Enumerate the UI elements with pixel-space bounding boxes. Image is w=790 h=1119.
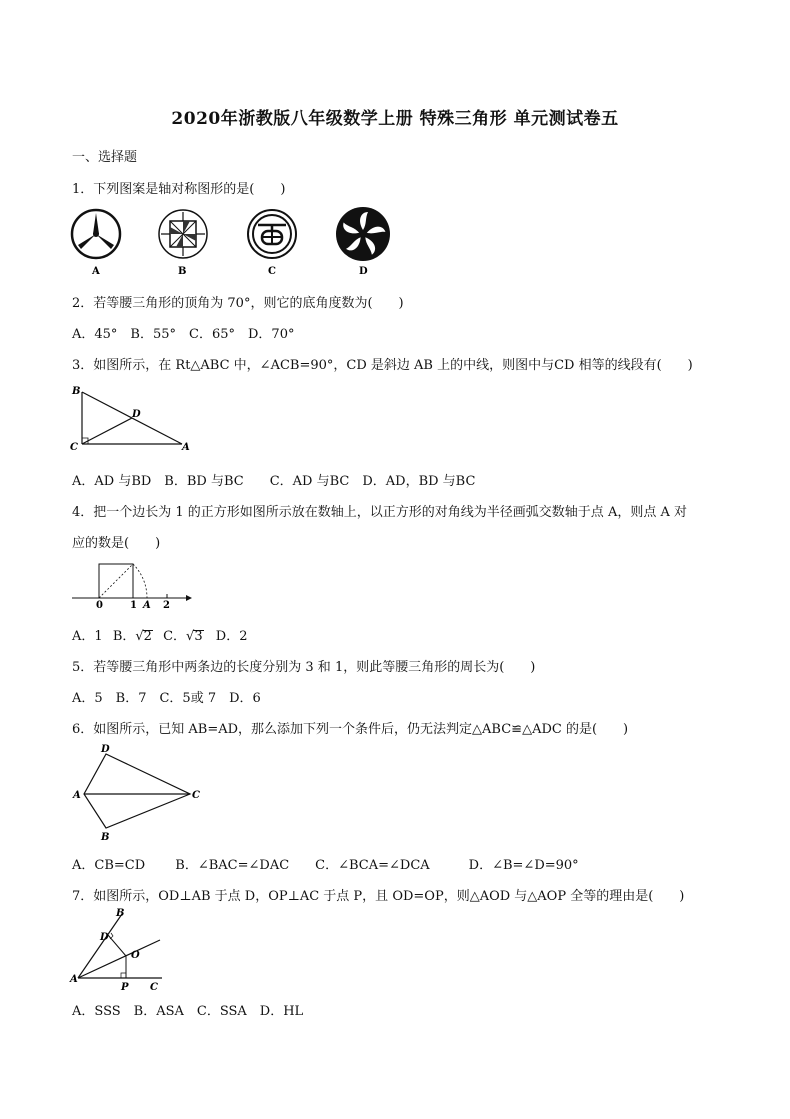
label-d: D	[100, 932, 109, 943]
question-6-figure	[68, 742, 208, 842]
question-4-text-line1: 4．把一个边长为 1 的正方形如图所示放在数轴上，以正方形的对角线为半径画弧交数轴于点 A，则点 A 对	[72, 505, 687, 520]
label-b: B	[116, 908, 125, 919]
label-a: A	[182, 442, 190, 453]
question-2-text: 2．若等腰三角形的顶角为 70°，则它的底角度数为( )	[72, 296, 404, 311]
label-a: A	[70, 974, 78, 985]
option-b-radicand: 2	[143, 629, 152, 644]
question-4-text-line2: 应的数是( )	[72, 536, 161, 551]
label-c: C	[150, 982, 158, 992]
label-b: B	[101, 832, 110, 842]
figure-label-b: B	[178, 266, 187, 277]
option-c-radicand: 3	[194, 629, 203, 644]
label-a: A	[143, 600, 151, 610]
symbol-b-icon	[159, 210, 207, 258]
figure-label-a: A	[92, 266, 100, 277]
option-c	[163, 629, 204, 644]
sqrt-icon: √	[135, 629, 144, 644]
label-zero: 0	[96, 600, 103, 610]
label-b: B	[72, 386, 81, 397]
question-3-options: A．AD 与BD B．BD 与BC C．AD 与BC D．AD，BD 与BC	[72, 474, 476, 489]
symbol-a-icon	[72, 210, 120, 258]
label-c: C	[70, 442, 78, 453]
question-7-text: 7．如图所示，OD⊥AB 于点 D，OP⊥AC 于点 P，且 OD=OP，则△AOD 与△AOP 全等的理由是( )	[72, 889, 685, 904]
question-7-options: A．SSS B．ASA C．SSA D．HL	[72, 1004, 304, 1019]
label-o: O	[131, 950, 140, 961]
label-p: P	[121, 982, 129, 992]
option-b-prefix: B．	[112, 629, 136, 644]
section-heading: 一、选择题	[72, 150, 138, 165]
question-5-options: A．5 B．7 C．5或 7 D．6	[72, 691, 261, 706]
option-b	[113, 629, 153, 644]
question-2-options: A．45° B．55° C．65° D．70°	[72, 327, 295, 342]
figure-label-c: C	[268, 266, 276, 277]
label-d: D	[101, 744, 110, 755]
option-d: D．2	[215, 629, 248, 644]
question-6-text: 6．如图所示，已知 AB=AD，那么添加下列一个条件后，仍无法判定△ABC≌△ADC 的是( )	[72, 722, 629, 737]
page-title: 2020年浙教版八年级数学上册 特殊三角形 单元测试卷五	[171, 109, 619, 129]
label-c: C	[192, 790, 200, 801]
question-3-figure	[68, 380, 198, 456]
label-a: A	[73, 790, 81, 801]
question-3-text: 3．如图所示，在 Rt△ABC 中，∠ACB=90°，CD 是斜边 AB 上的中线，则图中与CD 相等的线段有( )	[72, 358, 693, 373]
question-4-options	[72, 625, 247, 644]
question-5-text: 5．若等腰三角形中两条边的长度分别为 3 和 1，则此等腰三角形的周长为( )	[72, 660, 536, 675]
option-a: A．1	[72, 629, 103, 644]
question-1-text: 1．下列图案是轴对称图形的是( )	[72, 182, 286, 197]
question-4-figure	[68, 558, 198, 610]
question-7-figure	[68, 906, 178, 992]
symbol-d-icon	[336, 207, 390, 261]
symbol-c-icon	[248, 210, 296, 258]
figure-label-d: D	[359, 266, 368, 277]
question-1-figures	[70, 206, 390, 278]
question-6-options: A．CB=CD B．∠BAC=∠DAC C．∠BCA=∠DCA D．∠B=∠D=90°	[72, 858, 579, 873]
option-c-prefix: C．	[163, 629, 187, 644]
label-two: 2	[163, 600, 170, 610]
label-d: D	[132, 409, 141, 420]
label-one: 1	[130, 600, 137, 610]
sqrt-icon: √	[186, 629, 195, 644]
